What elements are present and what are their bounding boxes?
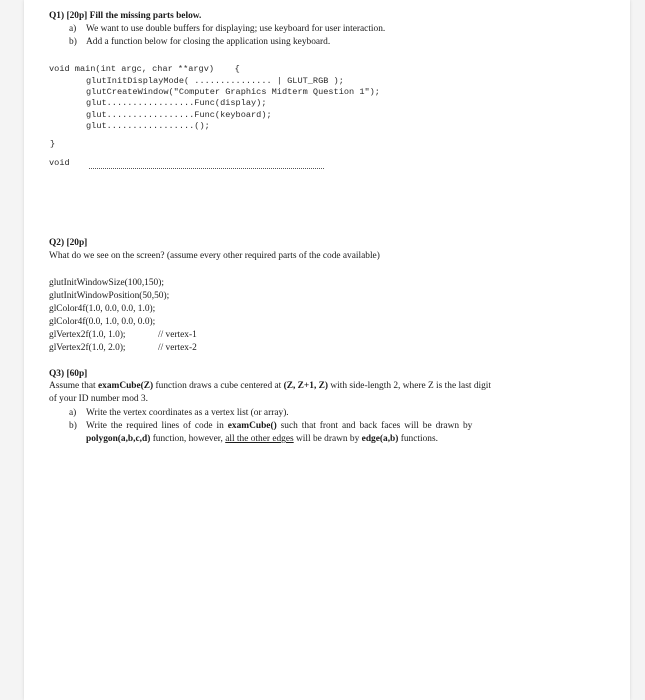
q3-item-b-line-1 [86, 421, 472, 431]
q3-intro-line-2: of your ID number mod 3. [49, 394, 148, 404]
q1-code-line-2: glutInitDisplayMode( ............... | GLUT_RGB ); [86, 76, 344, 86]
q2-vertex-2-code: glVertex2f(1.0, 2.0); [49, 343, 126, 353]
q3-item-a-text: Write the vertex coordinates as a vertex list (or array). [86, 408, 289, 418]
q1-closing-brace: } [50, 139, 56, 149]
q2-vertex-1-comment: // vertex-1 [158, 330, 197, 340]
q1-answer-blank-line [89, 168, 324, 169]
q3-item-b-underlined: all the other edges [225, 434, 294, 444]
q1-code-line-3: glutCreateWindow("Computer Graphics Midterm Question 1"); [86, 87, 380, 97]
q3-item-b-pre: Write the required lines of code in [86, 421, 228, 431]
q1-heading: Q1) [20p] Fill the missing parts below. [49, 11, 202, 21]
q2-code-line-2: glutInitWindowPosition(50,50); [49, 291, 170, 301]
q3-intro-pre: Assume that [49, 381, 98, 391]
q2-question: What do we see on the screen? (assume every other required parts of the code available) [49, 251, 380, 261]
q2-vertex-1-code: glVertex2f(1.0, 1.0); [49, 330, 126, 340]
q3-item-b-func: examCube() [227, 421, 277, 431]
q3-item-b-mid2: will be drawn by [293, 434, 362, 444]
q1-void-label: void [49, 158, 70, 168]
q1-code-line-4: glut.................Func(display); [86, 98, 267, 108]
q1-code-line-5: glut.................Func(keyboard); [86, 110, 272, 120]
q1-item-a-marker: a) [69, 24, 77, 34]
q3-item-b-post: such that front and back faces will be drawn by [276, 421, 473, 431]
q3-intro-func: examCube(Z) [97, 381, 154, 391]
q2-heading: Q2) [20p] [49, 238, 88, 248]
q3-intro-post: with side-length 2, where Z is the last digit [328, 381, 492, 391]
q3-item-b-end: functions. [398, 434, 438, 444]
q1-item-a-text: We want to use double buffers for displaying; use keyboard for user interaction. [86, 24, 386, 34]
q3-item-b-polygon: polygon(a,b,c,d) [86, 434, 151, 444]
q3-intro-mid: function draws a cube centered at [153, 381, 284, 391]
q2-code-line-3: glColor4f(1.0, 0.0, 0.0, 1.0); [49, 304, 156, 314]
q3-item-b-mid: function, however, [150, 434, 226, 444]
q3-item-b-marker: b) [69, 421, 77, 431]
q1-code-line-1: void main(int argc, char **argv) { [49, 64, 240, 74]
q3-heading: Q3) [60p] [49, 369, 88, 379]
q2-code-line-4: glColor4f(0.0, 1.0, 0.0, 0.0); [49, 317, 156, 327]
q3-item-a-marker: a) [69, 408, 77, 418]
q1-code-line-6: glut.................(); [86, 121, 210, 131]
q3-item-b-line-2 [86, 434, 438, 444]
q2-code-line-1: glutInitWindowSize(100,150); [49, 278, 164, 288]
q1-item-b-marker: b) [69, 37, 77, 47]
q3-intro-center: (Z, Z+1, Z) [283, 381, 329, 391]
document-page [24, 0, 630, 700]
q2-vertex-2-comment: // vertex-2 [158, 343, 197, 353]
q3-item-b-edge: edge(a,b) [361, 434, 399, 444]
q3-intro-line-1 [49, 381, 597, 391]
q1-item-b-text: Add a function below for closing the application using keyboard. [86, 37, 331, 47]
